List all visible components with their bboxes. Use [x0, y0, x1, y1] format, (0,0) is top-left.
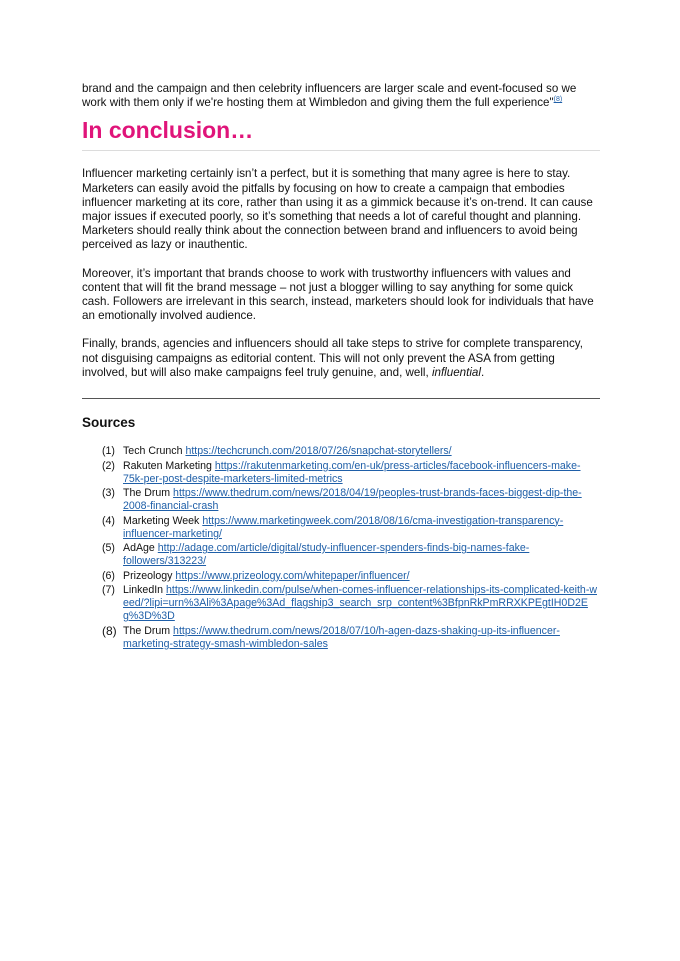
footnote-link[interactable]: (8): [553, 96, 563, 104]
source-number: (8): [102, 623, 117, 638]
source-name: The Drum: [123, 487, 171, 500]
conclusion-paragraph-1: Influencer marketing certainly isn’t a perfect, but it is something that many agree is here to stay. Marketers can easily avoid the pitfalls by focusing on how to create a campaign that embodies influencer marketing at its core, rather than using it as a gimmick because it’s on-trend. It can cause major issues if executed poorly, so it’s something that needs a lot of careful thought and planning. Marketers should really think about the connection between brand and influencers to avoid being perceived as lazy or inauthentic.: [82, 167, 593, 252]
source-link[interactable]: https://www.prizeology.com/whitepaper/influencer/: [175, 569, 410, 582]
source-link[interactable]: http://adage.com/article/digital/study-influencer-spenders-finds-big-names-fake-followers/313223/: [123, 542, 530, 568]
source-name: AdAge: [123, 542, 155, 555]
source-number: (4): [102, 514, 115, 527]
source-item: [82, 570, 600, 583]
source-number: (6): [102, 569, 115, 582]
conclusion-heading: In conclusion…: [82, 116, 600, 151]
source-name: The Drum: [123, 624, 171, 637]
source-link[interactable]: https://www.thedrum.com/news/2018/07/10/h-agen-dazs-shaking-up-its-influencer-marketing-strategy-smash-wimbledon-sales: [123, 624, 560, 650]
source-number: (1): [102, 445, 115, 458]
source-number: (3): [102, 487, 115, 500]
source-item: [82, 460, 600, 486]
source-name: Tech Crunch: [123, 445, 183, 458]
source-name: Prizeology: [123, 569, 173, 582]
source-item: [82, 487, 600, 513]
page-content: [82, 82, 600, 652]
final-paragraph-emphasis: influential: [431, 365, 481, 379]
source-name: Rakuten Marketing: [123, 459, 212, 472]
source-link[interactable]: https://techcrunch.com/2018/07/26/snapchat-storytellers/: [185, 445, 452, 458]
sources-list: [82, 445, 600, 651]
source-item: [82, 445, 600, 458]
intro-paragraph: [82, 82, 600, 110]
source-item: [82, 584, 600, 623]
section-divider: [82, 398, 600, 399]
source-item: [82, 515, 600, 541]
source-item: [82, 625, 600, 651]
source-name: Marketing Week: [123, 514, 200, 527]
conclusion-paragraph-2: Moreover, it’s important that brands choose to work with trustworthy influencers with values and content that will fit the brand message – not just a blogger willing to say anything for some quick cash. Followers are irrelevant in this search, instead, marketers should look for individuals that have an emotionally involved audience.: [82, 266, 594, 323]
sources-heading: Sources: [82, 415, 136, 431]
conclusion-body: [82, 167, 600, 380]
source-link[interactable]: https://rakutenmarketing.com/en-uk/press-articles/facebook-influencers-make-75k-per-post-despite-marketers-limited-metrics: [123, 459, 581, 485]
source-name: LinkedIn: [123, 584, 164, 597]
source-item: [82, 542, 600, 568]
source-number: (2): [102, 459, 115, 472]
source-number: (7): [102, 584, 115, 597]
source-link[interactable]: https://www.thedrum.com/news/2018/04/19/peoples-trust-brands-faces-biggest-dip-the-2008-financial-crash: [123, 487, 582, 513]
intro-text: brand and the campaign and then celebrity influencers are larger scale and event-focused so we work with them only if we're hosting them at Wimbledon and giving them the full experience": [82, 82, 577, 110]
final-paragraph-text: Finally, brands, agencies and influencers should all take steps to strive for complete transparency, not disguising campaigns as editorial content. This will not only prevent the ASA from getting involved, but will also make campaigns feel truly genuine, and, well,: [82, 337, 583, 379]
source-link[interactable]: https://www.linkedin.com/pulse/when-comes-influencer-relationships-its-complicated-keith-weed/?lipi=urn%3Ali%3Apage%3Ad_flagship3_search_srp_content%3BfpnRkPmRRXKPEgtIH0D2Eg%3D%3D: [123, 584, 597, 623]
final-paragraph-end: .: [480, 365, 485, 379]
source-number: (5): [102, 542, 115, 555]
source-link[interactable]: https://www.marketingweek.com/2018/08/16/cma-investigation-transparency-influencer-marketing/: [123, 514, 564, 540]
conclusion-paragraph-3: [82, 337, 600, 380]
footnote-ref[interactable]: [554, 96, 563, 103]
